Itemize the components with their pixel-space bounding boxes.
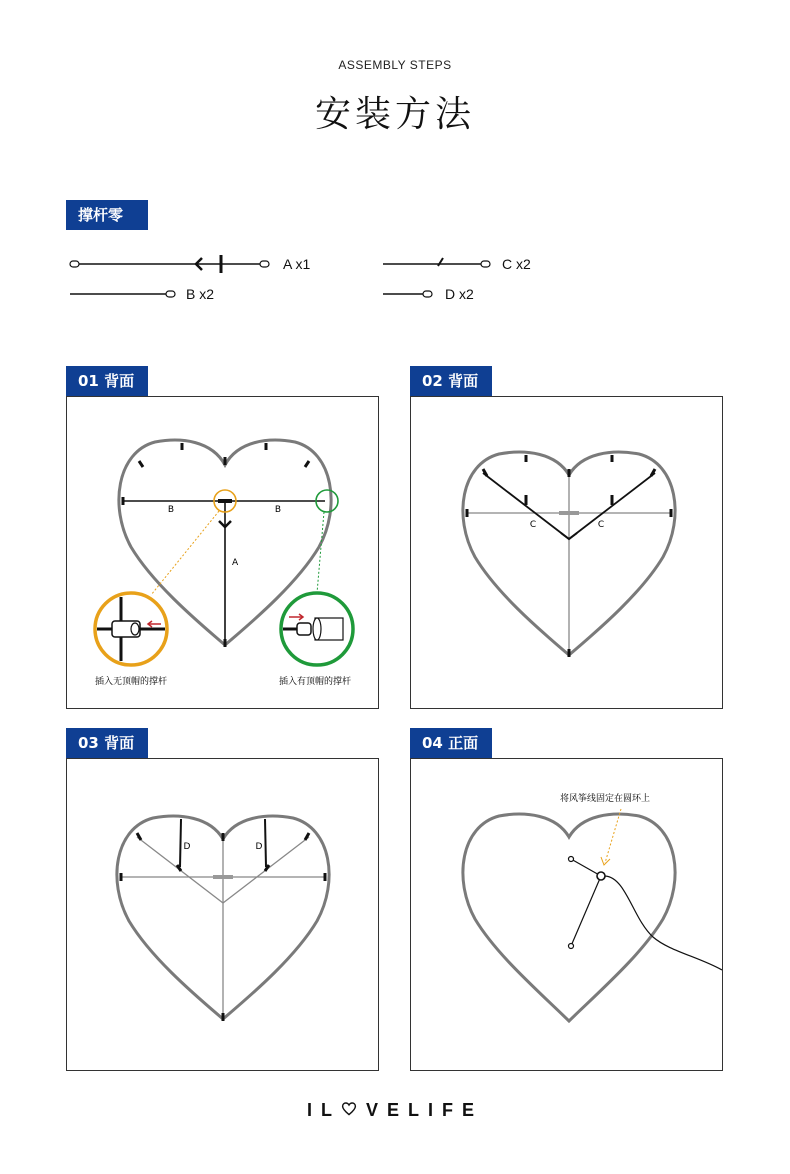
part-b-label: B x2 (186, 286, 215, 302)
part-b-rod (70, 291, 175, 297)
label-b-right: B (274, 505, 282, 515)
label-d-left: D (183, 842, 191, 852)
brand-logo (0, 1100, 790, 1121)
brand-right-text: VELIFE (365, 1100, 483, 1120)
label-a: A (232, 558, 239, 568)
callout-left-detail (95, 593, 167, 665)
subtitle: ASSEMBLY STEPS (338, 58, 452, 72)
part-d-rod (383, 291, 432, 297)
step-1-diagram (67, 397, 378, 708)
step-2-tag: 02 背面 (410, 366, 492, 396)
step-3-diagram (67, 759, 378, 1070)
step-3-panel (66, 758, 379, 1071)
callout-left-text: 插入无顶帽的撑杆 (94, 677, 168, 687)
part-c-rod (383, 258, 490, 267)
heart-frame (463, 814, 675, 1021)
ring-icon (597, 872, 605, 880)
label-d-right: D (255, 842, 263, 852)
part-d-label: D x2 (445, 286, 474, 302)
step-2-panel (410, 396, 723, 709)
heart-outline-icon (341, 1101, 357, 1117)
part-a-rod (70, 255, 269, 273)
callout-right-text: 插入有顶帽的撑杆 (278, 677, 352, 687)
attach-note: 将风筝线固定在圆环上 (559, 794, 651, 804)
step-1-panel (66, 396, 379, 709)
label-c-left: C (529, 520, 537, 530)
kite-line (605, 876, 722, 970)
step-4-tag: 04 正面 (410, 728, 492, 758)
label-b-left: B (167, 505, 175, 515)
part-a-label: A x1 (283, 256, 311, 272)
part-c-label: C x2 (502, 256, 531, 272)
page-title: 安装方法 (314, 94, 475, 135)
label-c-right: C (597, 520, 605, 530)
step-4-diagram (411, 759, 722, 1070)
brand-left-text: IL (306, 1100, 341, 1120)
step-2-diagram (411, 397, 722, 708)
step-1-tag: 01 背面 (66, 366, 148, 396)
parts-diagram (0, 250, 790, 310)
step-4-panel (410, 758, 723, 1071)
step-3-tag: 03 背面 (66, 728, 148, 758)
parts-tag: 撑杆零件 (66, 200, 148, 230)
callout-right-detail (281, 593, 353, 665)
